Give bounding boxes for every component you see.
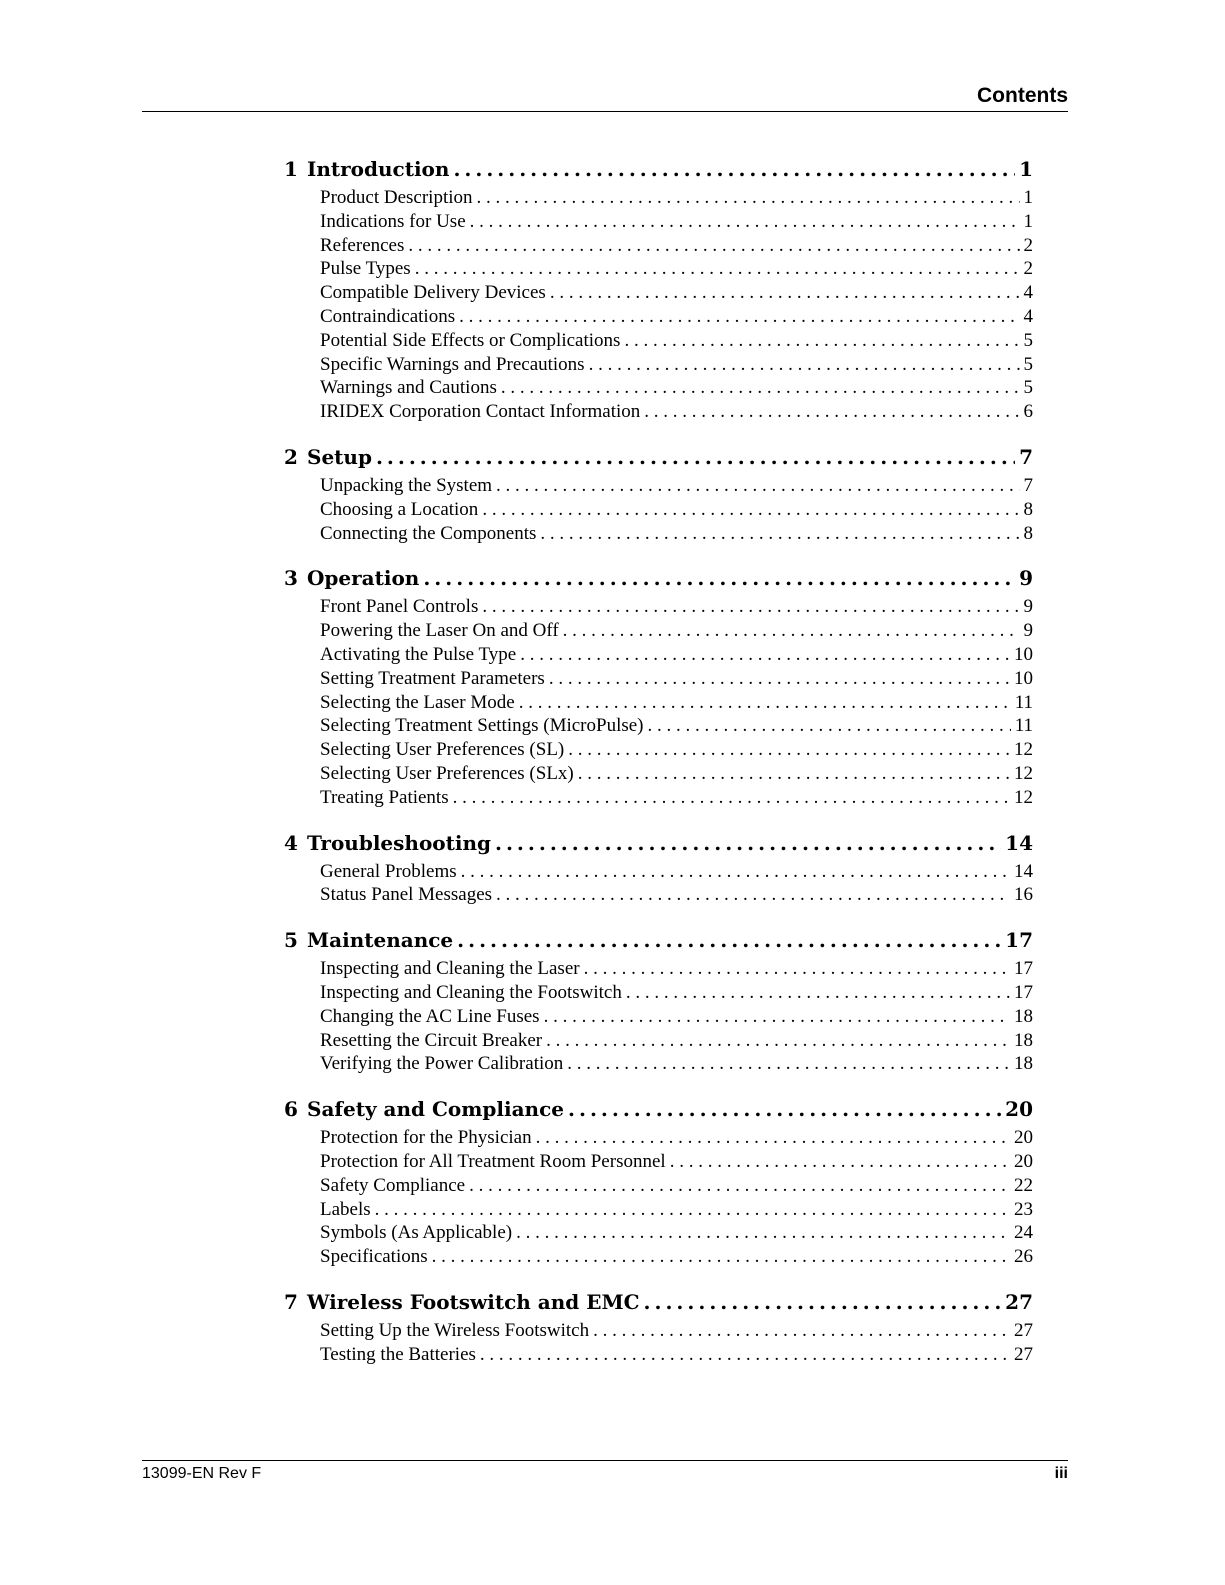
page-number: iii [1054,1465,1068,1482]
dot-leader [536,1126,1010,1150]
dot-leader [519,691,1011,715]
chapter-page-number: 17 [1005,928,1033,953]
toc-section-entry[interactable] [320,305,1033,329]
dot-leader [423,563,1015,593]
dot-leader [626,981,1010,1005]
table-of-contents [284,154,1033,1384]
dot-leader [563,619,1020,643]
dot-leader [408,234,1019,258]
toc-section-entry[interactable] [320,1343,1033,1367]
section-title: Specific Warnings and Precautions [320,353,585,375]
section-title: Contraindications [320,305,456,327]
toc-chapter-entry[interactable] [284,1287,1033,1317]
dot-leader [470,210,1020,234]
section-title: Status Panel Messages [320,884,493,906]
chapter-title: Operation [307,566,420,591]
toc-section-entry[interactable] [320,1126,1033,1150]
dot-leader [540,522,1019,546]
toc-section-entry[interactable] [320,353,1033,377]
chapter-number: 6 [284,1097,298,1122]
toc-section-entry[interactable] [320,714,1033,738]
section-page-number: 2 [1023,234,1033,256]
section-title: Protection for the Physician [320,1127,532,1149]
section-page-number: 23 [1014,1198,1033,1220]
section-page-number: 11 [1014,691,1033,713]
section-title: Changing the AC Line Fuses [320,1005,540,1027]
toc-section-list [284,595,1033,809]
section-title: Protection for All Treatment Room Personnel [320,1150,666,1172]
dot-leader [453,154,1015,184]
dot-leader [480,1343,1010,1367]
section-page-number: 4 [1023,305,1033,327]
section-page-number: 5 [1023,377,1033,399]
toc-section-entry[interactable] [320,1245,1033,1269]
section-page-number: 18 [1014,1005,1033,1027]
toc-chapter-entry[interactable] [284,154,1033,184]
dot-leader [457,925,1001,955]
toc-section-entry[interactable] [320,281,1033,305]
dot-leader [461,860,1010,884]
toc-section-entry[interactable] [320,400,1033,424]
toc-section-list [284,860,1033,908]
section-title: Selecting the Laser Mode [320,691,515,713]
section-title: Symbols (As Applicable) [320,1222,513,1244]
chapter-page-number: 9 [1019,566,1033,591]
toc-section-entry[interactable] [320,643,1033,667]
section-title: Activating the Pulse Type [320,643,517,665]
section-page-number: 20 [1014,1127,1033,1149]
dot-leader [496,474,1019,498]
section-page-number: 6 [1023,401,1033,423]
toc-section-list [284,1319,1033,1367]
dot-leader [495,828,1001,858]
chapter-page-number: 14 [1005,830,1033,855]
section-page-number: 11 [1014,715,1033,737]
toc-section-entry[interactable] [320,522,1033,546]
section-page-number: 27 [1014,1319,1033,1341]
section-page-number: 18 [1014,1053,1033,1075]
section-page-number: 24 [1014,1222,1033,1244]
dot-leader [589,353,1020,377]
chapter-number: 2 [284,444,298,469]
toc-chapter [284,154,1033,424]
chapter-page-number: 7 [1019,444,1033,469]
section-title: Product Description [320,187,473,208]
toc-section-entry[interactable] [320,234,1033,258]
toc-section-entry[interactable] [320,329,1033,353]
toc-chapter-entry[interactable] [284,563,1033,593]
chapter-title: Setup [307,444,372,469]
section-title: Inspecting and Cleaning the Footswitch [320,981,622,1003]
section-title: Selecting Treatment Settings (MicroPulse) [320,715,644,737]
chapter-title: Introduction [307,157,450,181]
section-page-number: 5 [1023,353,1033,375]
toc-section-entry[interactable] [320,883,1033,907]
section-page-number: 1 [1023,187,1033,208]
section-title: Inspecting and Cleaning the Laser [320,958,580,980]
toc-section-list [284,1126,1033,1269]
section-page-number: 9 [1023,596,1033,618]
section-title: Resetting the Circuit Breaker [320,1029,543,1051]
toc-section-entry[interactable] [320,1150,1033,1174]
chapter-page-number: 20 [1005,1097,1033,1122]
section-page-number: 9 [1023,620,1033,642]
dot-leader [469,1174,1010,1198]
toc-chapter [284,925,1033,1076]
section-title: IRIDEX Corporation Contact Information [320,401,641,423]
dot-leader [516,1221,1010,1245]
toc-section-entry[interactable] [320,257,1033,281]
toc-section-entry[interactable] [320,1221,1033,1245]
page-footer [142,1460,1068,1487]
section-title: References [320,234,405,256]
toc-section-entry[interactable] [320,762,1033,786]
toc-section-entry[interactable] [320,1174,1033,1198]
section-title: Compatible Delivery Devices [320,282,546,304]
section-page-number: 8 [1023,522,1033,544]
toc-section-entry[interactable] [320,376,1033,400]
section-page-number: 5 [1023,329,1033,351]
dot-leader [567,1052,1010,1076]
chapter-title: Maintenance [307,928,454,953]
section-title: Indications for Use [320,210,466,232]
section-title: Setting Up the Wireless Footswitch [320,1319,590,1341]
section-page-number: 7 [1023,474,1033,496]
section-page-number: 18 [1014,1029,1033,1051]
chapter-page-number: 27 [1005,1289,1033,1314]
toc-section-entry[interactable] [320,186,1033,210]
dot-leader [549,667,1010,691]
document-id: 13099-EN Rev F [142,1465,262,1482]
section-page-number: 12 [1014,739,1033,761]
section-title: Unpacking the System [320,474,493,496]
toc-section-list [284,474,1033,545]
dot-leader [496,883,1010,907]
chapter-number: 4 [284,830,298,855]
toc-section-entry[interactable] [320,1029,1033,1053]
dot-leader [477,186,1020,210]
dot-leader [415,257,1020,281]
chapter-title: Troubleshooting [307,830,491,855]
dot-leader [546,1029,1010,1053]
toc-section-entry[interactable] [320,1052,1033,1076]
dot-leader [520,643,1010,667]
toc-section-entry[interactable] [320,1319,1033,1343]
toc-chapter [284,828,1033,908]
toc-section-entry[interactable] [320,595,1033,619]
toc-chapter [284,563,1033,809]
chapter-title: Safety and Compliance [307,1097,565,1122]
section-title: Connecting the Components [320,522,537,544]
toc-chapter [284,442,1033,545]
dot-leader [544,1005,1010,1029]
section-page-number: 17 [1014,981,1033,1003]
section-title: General Problems [320,860,457,882]
toc-chapter [284,1287,1033,1367]
dot-leader [482,498,1019,522]
section-title: Safety Compliance [320,1174,466,1196]
section-title: Treating Patients [320,786,449,808]
toc-section-entry[interactable] [320,786,1033,810]
section-page-number: 4 [1023,282,1033,304]
section-title: Setting Treatment Parameters [320,667,545,689]
section-page-number: 8 [1023,498,1033,520]
dot-leader [584,957,1010,981]
toc-chapter [284,1094,1033,1269]
toc-chapter-entry[interactable] [284,925,1033,955]
toc-section-entry[interactable] [320,957,1033,981]
chapter-number: 5 [284,928,298,953]
section-title: Verifying the Power Calibration [320,1053,564,1075]
dot-leader [648,714,1011,738]
dot-leader [624,329,1019,353]
dot-leader [644,1287,1002,1317]
dot-leader [670,1150,1010,1174]
section-page-number: 2 [1023,258,1033,280]
section-page-number: 12 [1014,786,1033,808]
toc-section-entry[interactable] [320,860,1033,884]
dot-leader [453,786,1010,810]
chapter-number: 3 [284,566,298,591]
section-title: Front Panel Controls [320,596,479,618]
section-title: Potential Side Effects or Complications [320,329,621,351]
section-page-number: 27 [1014,1343,1033,1365]
chapter-number: 1 [284,157,298,181]
dot-leader [482,595,1019,619]
section-title: Warnings and Cautions [320,377,497,399]
section-title: Powering the Laser On and Off [320,620,559,642]
toc-chapter-entry[interactable] [284,442,1033,472]
section-page-number: 1 [1023,210,1033,232]
dot-leader [432,1245,1010,1269]
page-title: Contents [977,84,1068,107]
toc-section-entry[interactable] [320,498,1033,522]
dot-leader [550,281,1020,305]
section-page-number: 10 [1014,667,1033,689]
toc-section-entry[interactable] [320,738,1033,762]
dot-leader [501,376,1020,400]
chapter-title: Wireless Footswitch and EMC [307,1289,640,1314]
chapter-number: 7 [284,1289,298,1314]
section-title: Testing the Batteries [320,1343,476,1365]
chapter-page-number: 1 [1019,157,1033,181]
section-page-number: 12 [1014,762,1033,784]
toc-chapter-entry[interactable] [284,828,1033,858]
dot-leader [593,1319,1010,1343]
toc-chapter-entry[interactable] [284,1094,1033,1124]
toc-section-entry[interactable] [320,474,1033,498]
dot-leader [644,400,1019,424]
section-page-number: 10 [1014,643,1033,665]
section-page-number: 22 [1014,1174,1033,1196]
toc-section-entry[interactable] [320,619,1033,643]
section-title: Labels [320,1198,371,1220]
section-title: Selecting User Preferences (SLx) [320,762,574,784]
section-page-number: 16 [1014,884,1033,906]
dot-leader [568,1094,1001,1124]
section-title: Pulse Types [320,258,411,280]
toc-section-entry[interactable] [320,210,1033,234]
toc-section-entry[interactable] [320,691,1033,715]
section-page-number: 14 [1014,860,1033,882]
toc-section-entry[interactable] [320,1005,1033,1029]
toc-section-entry[interactable] [320,667,1033,691]
toc-section-entry[interactable] [320,1198,1033,1222]
toc-section-entry[interactable] [320,981,1033,1005]
toc-section-list [284,186,1033,424]
dot-leader [578,762,1010,786]
section-title: Choosing a Location [320,498,479,520]
dot-leader [375,1198,1010,1222]
dot-leader [376,442,1015,472]
section-title: Selecting User Preferences (SL) [320,739,565,761]
toc-section-list [284,957,1033,1076]
dot-leader [568,738,1010,762]
section-page-number: 17 [1014,958,1033,980]
section-page-number: 20 [1014,1150,1033,1172]
section-title: Specifications [320,1246,428,1268]
dot-leader [459,305,1019,329]
section-page-number: 26 [1014,1246,1033,1268]
page-header [142,84,1068,112]
